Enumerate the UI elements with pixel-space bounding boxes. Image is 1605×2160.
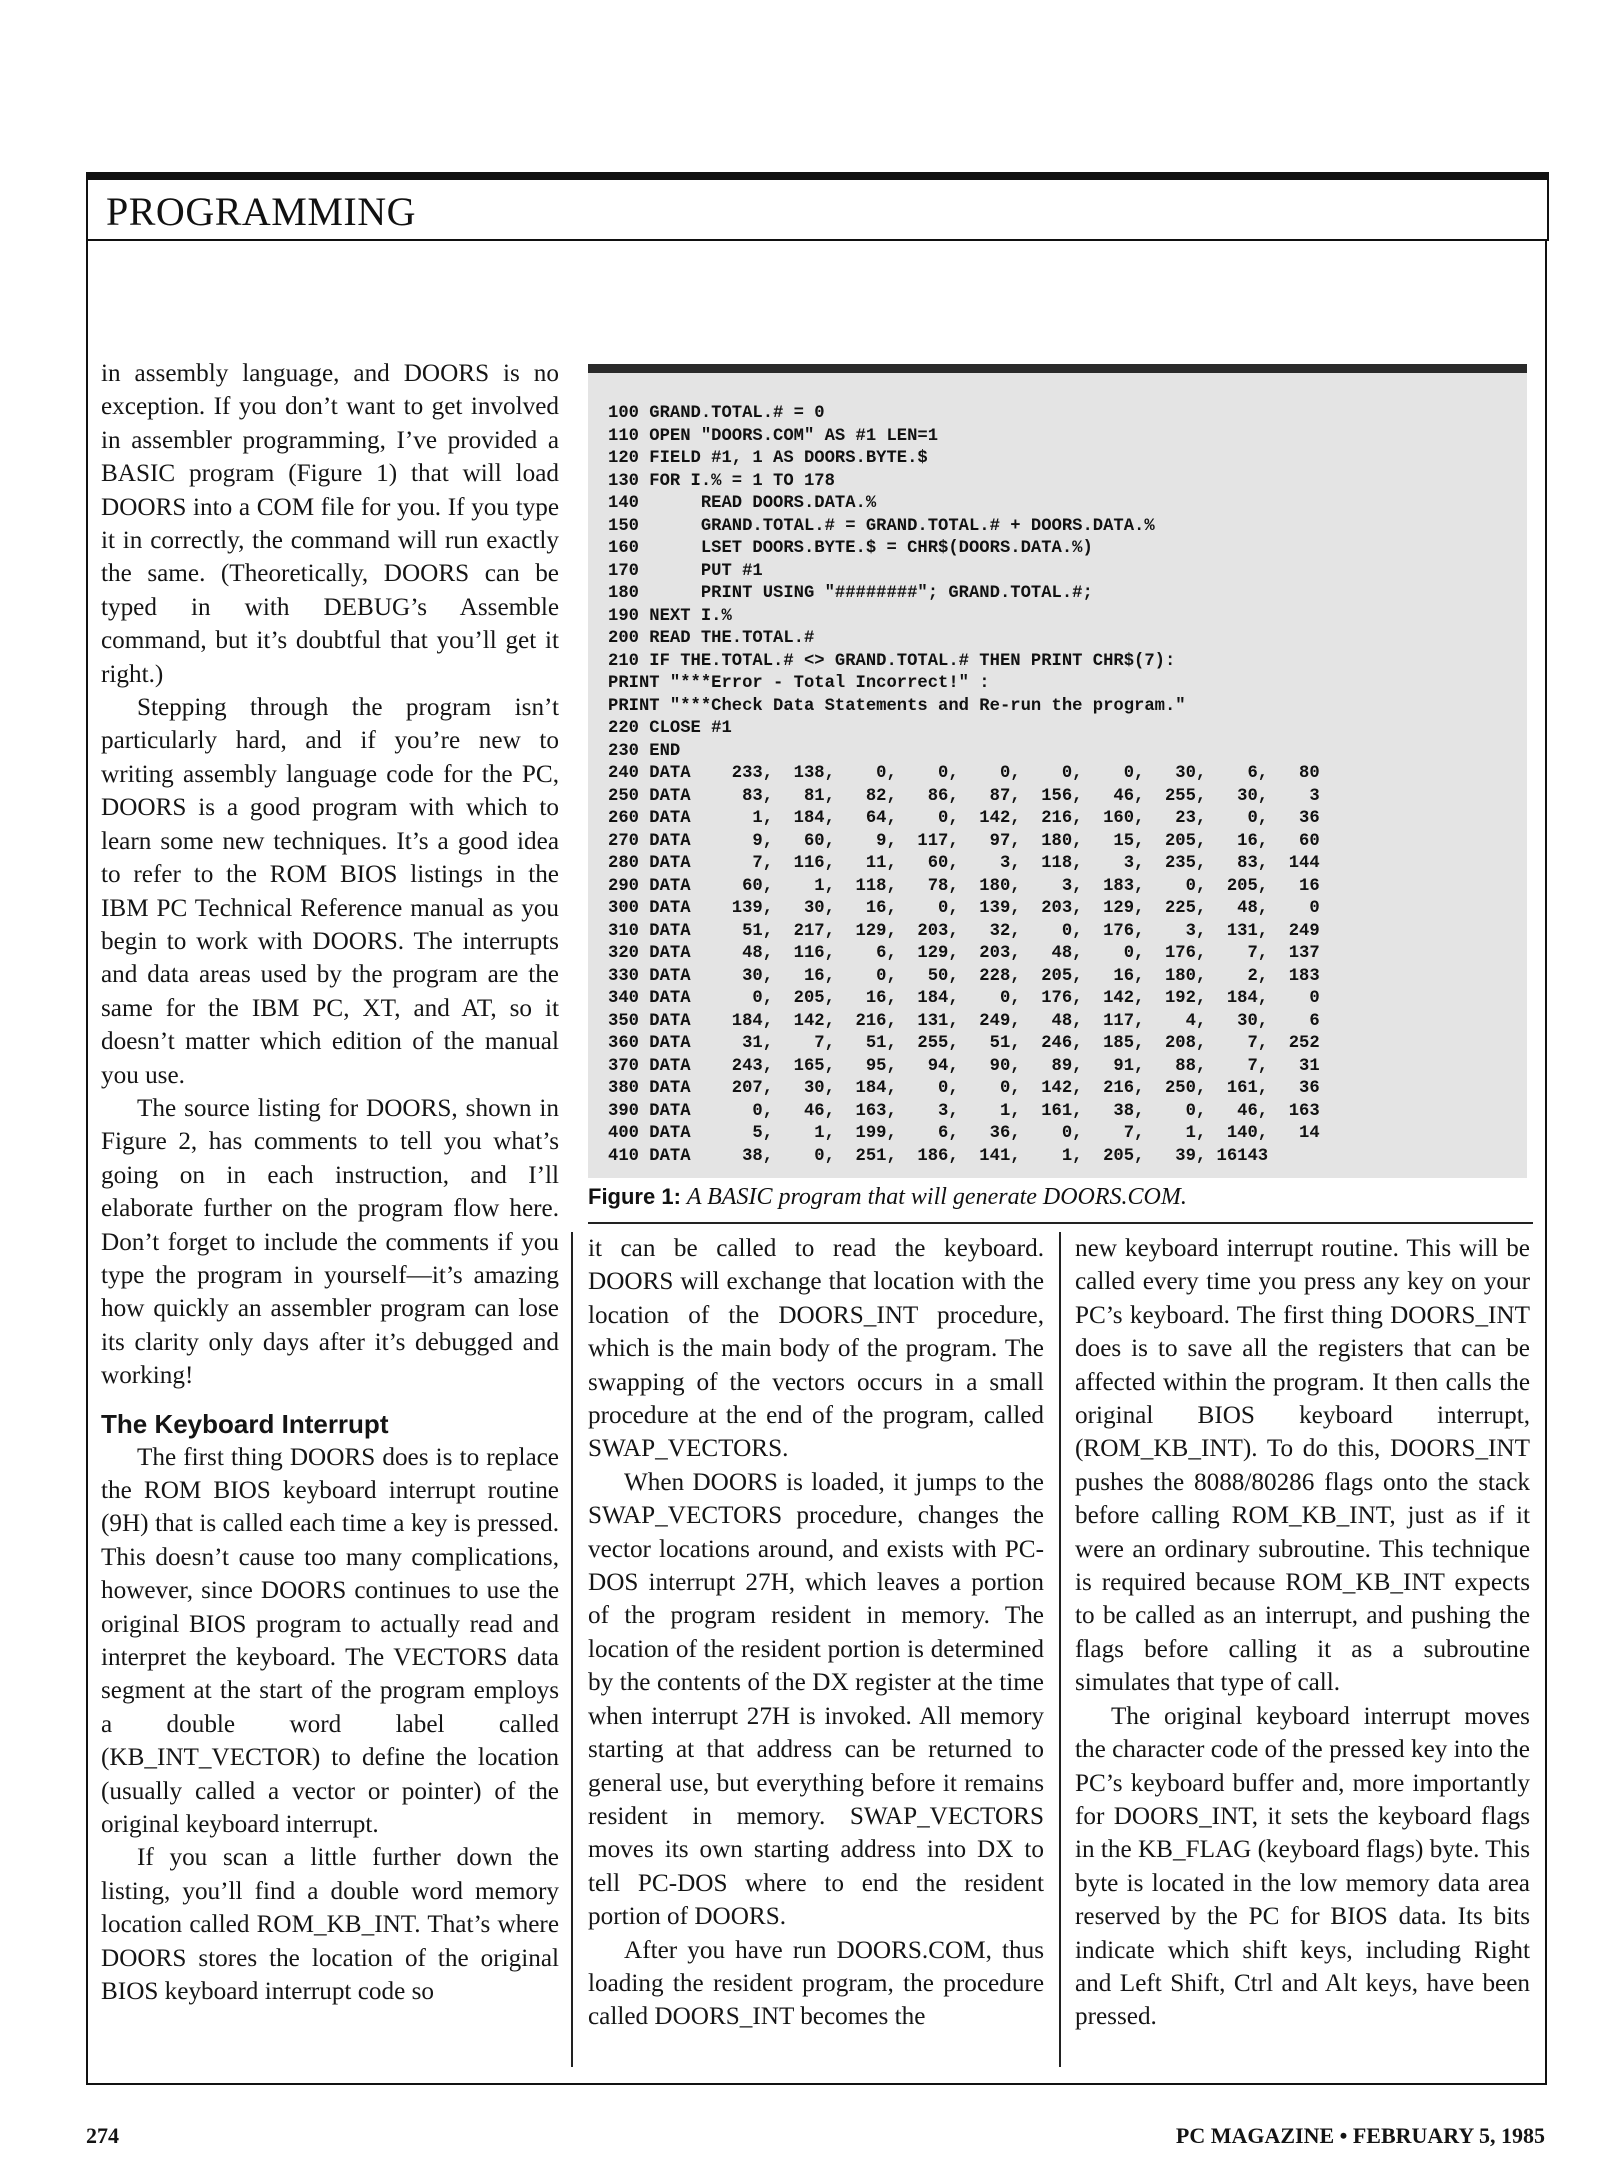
page-frame-left	[86, 239, 88, 2084]
paragraph: in assembly language, and DOORS is no exception. If you don’t want to get involved in assembler programming, I’ve provided a BASIC program (Figure 1) that will load DOORS into a COM file for you. If you type it in correctly, the command will run exactly the same. (Theoretically, DOORS can be typed in with DEBUG’s Assemble command, but it’s doubtful that you’ll get it right.)	[101, 360, 559, 688]
article-column-1	[101, 357, 559, 2009]
figure-caption-label: Figure 1:	[588, 1184, 681, 1209]
figure-caption	[588, 1184, 1187, 1211]
paragraph: The original keyboard interrupt moves the character code of the pressed key into the PC’s keyboard buffer and, more importantly for DOORS_INT, it sets the keyboard flags in the KB_FLAG (keyboard flags) byte. This byte is located in the low memory data area reserved by the PC for BIOS data. Its bits indicate which shift keys, including Right and Left Shift, Ctrl and Alt keys, have been pressed.	[1075, 1702, 1530, 2031]
issue-line: PC MAGAZINE • FEBRUARY 5, 1985	[1175, 2123, 1545, 2148]
page-frame-bottom	[86, 2083, 1547, 2085]
column-rule	[1059, 1232, 1061, 2067]
section-heading: The Keyboard Interrupt	[101, 1408, 389, 1439]
column-rule	[571, 1232, 573, 2067]
paragraph: Stepping through the program isn’t particularly hard, and if you’re new to writing assembly language code for the PC, DOORS is a good program with which to learn some new techniques. It’s a good idea to refer to the ROM BIOS listings in the IBM PC Technical Reference manual as you begin to work with DOORS. The interrupts and data areas used by the program are the same for the IBM PC, XT, and AT, so it doesn’t matter which edition of the manual you use.	[101, 694, 559, 1089]
paragraph: The source listing for DOORS, shown in Figure 2, has comments to tell you what’s going on in each instruction, and I’ll elaborate further on the program flow here. Don’t forget to include the comments if you type the program in yourself—it’s amazing how quickly an assembler program can lose its clarity only days after it’s debugged and working!	[101, 1094, 559, 1390]
section-header	[86, 180, 1549, 241]
page-frame-right	[1545, 239, 1547, 2084]
paragraph: When DOORS is loaded, it jumps to the SWAP_VECTORS procedure, changes the vector locations around, and exists with PC-DOS interrupt 27H, which leaves a portion of the program resident in memory. The location of the resident portion is determined by the contents of the DX register at the time when interrupt 27H is invoked. All memory starting at that address can be returned to general use, but everything before it remains resident in memory. SWAP_VECTORS moves its own starting address into DX to tell PC-DOS where to end the resident portion of DOORS.	[588, 1468, 1044, 1931]
basic-program-listing: 100 GRAND.TOTAL.# = 0 110 OPEN "DOORS.COM" AS #1 LEN=1 120 FIELD #1, 1 AS DOORS.BYTE.$ 130 FOR I.% = 1 TO 178 140 READ DOORS.DATA.% 150 GRAND.TOTAL.# = GRAND.TOTAL.# + DOORS.DATA.% 160 LSET DOORS.BYTE.$ = CHR$(DOORS.DATA.%) 170 PUT #1 180 PRINT USING "########"; GRAND.TOTAL.#; 190 NEXT I.% 200 READ THE.TOTAL.# 210 IF THE.TOTAL.# <> GRAND.TOTAL.# THEN PRINT CHR$(7): PRINT "***Error - Total Incorrect!" : PRINT "***Check Data Statements and Re-run the program." 220 CLOSE #1 230 END 240 DATA 233, 138, 0, 0, 0, 0, 0, 30, 6, 80 250 DATA 83, 81, 82, 86, 87, 156, 46, 255, 30, 3 260 DATA 1, 184, 64, 0, 142, 216, 160, 23, 0, 36 270 DATA 9, 60, 9, 117, 97, 180, 15, 205, 16, 60 280 DATA 7, 116, 11, 60, 3, 118, 3, 235, 83, 144 290 DATA 60, 1, 118, 78, 180, 3, 183, 0, 205, 16 300 DATA 139, 30, 16, 0, 139, 203, 129, 225, 48, 0 310 DATA 51, 217, 129, 203, 32, 0, 176, 3, 131, 249 320 DATA 48, 116, 6, 129, 203, 48, 0, 176, 7, 137 330 DATA 30, 16, 0, 50, 228, 205, 16, 180, 2, 183 340 DATA 0, 205, 16, 184, 0, 176, 142, 192, 184, 0 350 DATA 184, 142, 216, 131, 249, 48, 117, 4, 30, 6 360 DATA 31, 7, 51, 255, 51, 246, 185, 208, 7, 252 370 DATA 243, 165, 95, 94, 90, 89, 91, 88, 7, 31 380 DATA 207, 30, 184, 0, 0, 142, 216, 250, 161, 36 390 DATA 0, 46, 163, 3, 1, 161, 38, 0, 46, 163 400 DATA 5, 1, 199, 6, 36, 0, 7, 1, 140, 14 410 DATA 38, 0, 251, 186, 141, 1, 205, 39, 16143	[608, 404, 1320, 1166]
figure-code-listing	[588, 364, 1527, 1178]
header-rule	[86, 172, 1549, 180]
article-column-3	[1075, 1232, 1530, 2034]
paragraph: The first thing DOORS does is to replace the ROM BIOS keyboard interrupt routine (9H) that is called each time a key is pressed. This doesn’t cause too many complications, however, since DOORS continues to use the original BIOS program to actually read and interpret the keyboard. The VECTORS data segment at the start of the program employs a double word label called (KB_INT_VECTOR) to define the location (usually called a vector or pointer) of the original keyboard interrupt.	[101, 1443, 559, 1839]
paragraph: new keyboard interrupt routine. This will be called every time you press any key on your PC’s keyboard. The first thing DOORS_INT does is to save all the registers that can be affected within the program. It then calls the original BIOS keyboard interrupt, (ROM_KB_INT). To do this, DOORS_INT pushes the 8088/80286 flags onto the stack before calling ROM_KB_INT, just as if it were an ordinary subroutine. This technique is required because ROM_KB_INT expects to be called as an interrupt, and pushing the flags before calling it as a subroutine simulates that type of call.	[1075, 1235, 1530, 1697]
article-column-2	[588, 1232, 1044, 2034]
paragraph: If you scan a little further down the listing, you’ll find a double word memory location called ROM_KB_INT. That’s where DOORS stores the location of the original BIOS keyboard interrupt code so	[101, 1844, 559, 2006]
caption-rule	[588, 1222, 1533, 1224]
section-title: PROGRAMMING	[106, 189, 416, 234]
paragraph: it can be called to read the keyboard. DOORS will exchange that location with the location of the DOORS_INT procedure, which is the main body of the program. The swapping of the vectors occurs in a small procedure at the end of the program, called SWAP_VECTORS.	[588, 1235, 1044, 1463]
figure-caption-text: A BASIC program that will generate DOORS.COM.	[686, 1184, 1187, 1210]
paragraph: After you have run DOORS.COM, thus loading the resident program, the procedure called DOORS_INT becomes the	[588, 1936, 1044, 2031]
page-number: 274	[86, 2123, 119, 2148]
